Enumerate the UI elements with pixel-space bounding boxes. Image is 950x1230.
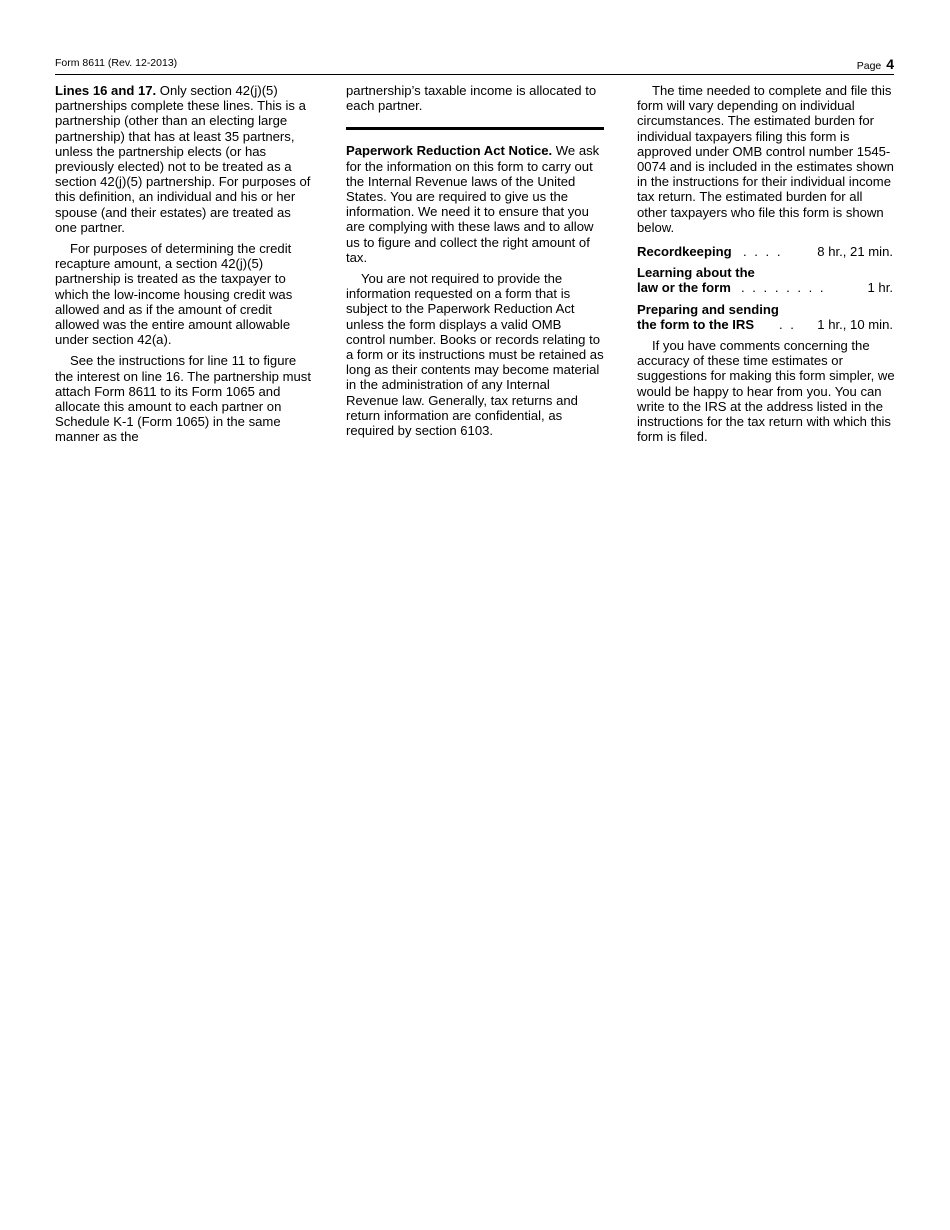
lines-16-17-text: Only section 42(j)(5) partnerships complete these lines. This is a partnership (other than an electing large partnership) that has at least 35 partners, unless the partnership elects (or has previously elected) not to be treated as a section 42(j)(5) partnership. For purposes of this definition, an individual and his or her spouse (and their estates) are treated as one partner. — [55, 83, 311, 235]
section-divider — [346, 127, 604, 130]
lines-16-17-paragraph — [55, 83, 313, 235]
allocation-paragraph: partnership’s taxable income is allocated to each partner. — [346, 83, 597, 114]
omb-paragraph: You are not required to provide the information requested on a form that is subject to the Paperwork Reduction Act unless the form displays a valid OMB control number. Books or records relating to a form or its instructions must be retained as long as their contents may become material in the administration of any Internal Revenue law. Generally, tax returns and return information are confidential, as required by section 6103. — [346, 271, 604, 439]
learning-row — [637, 265, 895, 295]
learning-row-line-2 — [637, 280, 895, 295]
form-id: Form 8611 (Rev. 12-2013) — [55, 57, 178, 69]
column-2 — [346, 83, 604, 444]
time-needed-paragraph: The time needed to complete and file this form will vary depending on individual circumstances. The estimated burden for individual taxpayers filing this form is approved under OMB control number 1545-0074 and is included in the estimates shown in the instructions for their individual income tax return. The estimated burden for all other taxpayers who file this form is shown below. — [637, 83, 894, 235]
leader-dots: . . . . — [743, 244, 783, 260]
preparing-row-line-2 — [637, 317, 895, 332]
column-1 — [55, 83, 313, 451]
paperwork-text: We ask for the information on this form to carry out the Internal Revenue laws of the United States. You are required to give us the information. We need it to ensure that you are complying with these laws and to allow us to figure and collect the right amount of tax. — [346, 143, 600, 265]
leader-dots: . . — [779, 317, 796, 333]
preparing-label-line-1: Preparing and sending — [637, 302, 779, 318]
time-estimates-table — [637, 244, 895, 332]
paperwork-paragraph — [346, 143, 604, 265]
learning-label-line-2: law or the form — [637, 280, 731, 296]
learning-value: 1 hr. — [867, 280, 893, 296]
page-label: Page — [856, 60, 882, 72]
column-3 — [637, 83, 895, 450]
learning-label-line-1: Learning about the — [637, 265, 755, 281]
recapture-paragraph: For purposes of determining the credit recapture amount, a section 42(j)(5) partnership is treated as the taxpayer to which the low-income housing credit was allowed and as if the amount of credit allowed was the entire amount allowable under section 42(a). — [55, 241, 293, 348]
preparing-value: 1 hr., 10 min. — [817, 317, 893, 333]
recordkeeping-row — [637, 244, 895, 259]
comments-paragraph: If you have comments concerning the accuracy of these time estimates or suggestions for making this form simpler, we would be happy to hear from you. You can write to the IRS at the address listed in the instructions for the tax return with which this form is filed. — [637, 338, 895, 445]
page-header — [55, 52, 894, 75]
preparing-row — [637, 302, 895, 332]
leader-dots: . . . . . . . . — [741, 280, 826, 296]
page-number: 4 — [886, 56, 894, 72]
page-indicator — [857, 56, 894, 72]
recordkeeping-value: 8 hr., 21 min. — [817, 244, 893, 260]
preparing-label-line-2: the form to the IRS — [637, 317, 755, 333]
lines-16-17-heading: Lines 16 and 17. — [55, 83, 157, 98]
recordkeeping-label: Recordkeeping — [637, 244, 732, 260]
interest-paragraph: See the instructions for line 11 to figure the interest on line 16. The partnership must attach Form 8611 to its Form 1065 and allocate this amount to each partner on Schedule K-1 (Form 1065) in the same manner as the — [55, 353, 311, 445]
paperwork-heading: Paperwork Reduction Act Notice. — [346, 143, 553, 159]
